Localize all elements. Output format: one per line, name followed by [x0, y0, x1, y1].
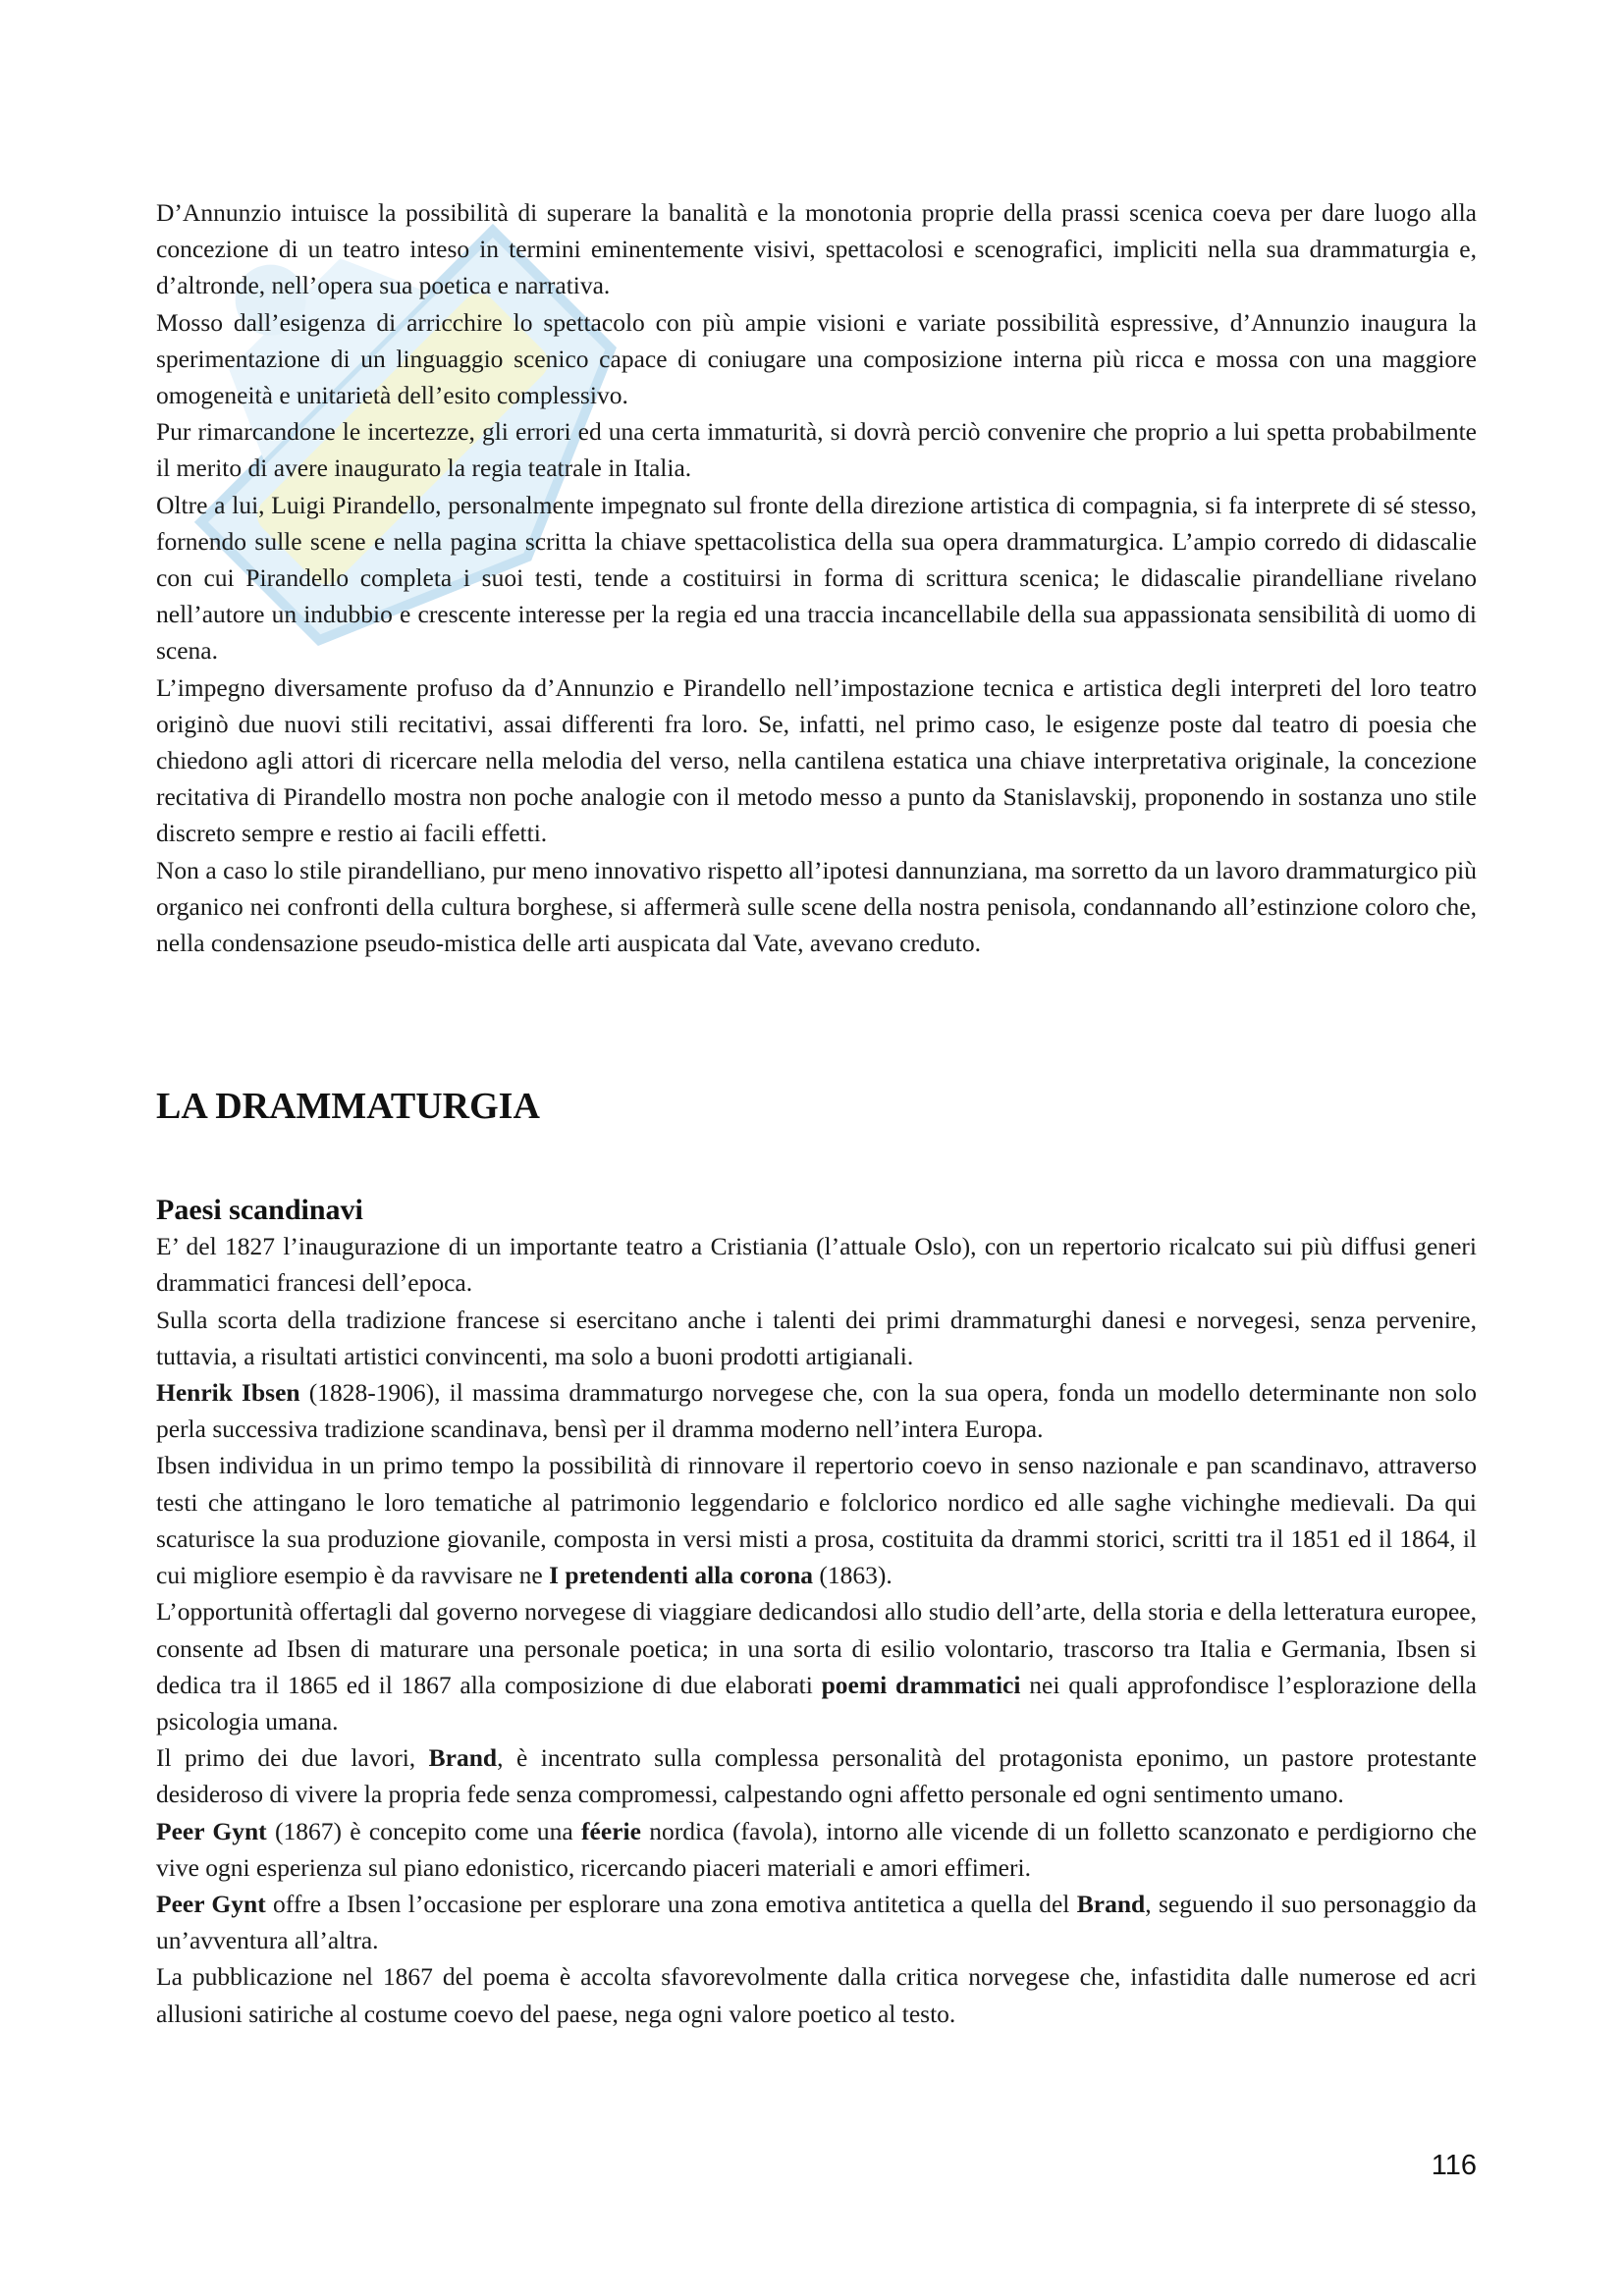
paragraph-text: Il primo dei due lavori, — [156, 1743, 429, 1773]
paragraph: L’impegno diversamente profuso da d’Annunzio e Pirandello nell’impostazione tecnica e artistica degli interpreti del loro teatro originò due nuovi stili recitativi, assai differenti fra loro. Se, infatti, nel primo caso, le esigenze poste dal teatro di poesia che chiedono agli attori di ricercare nella melodia del verso, nella cantilena estatica una chiave interpretativa originale, la concezione recitativa di Pirandello mostra non poche analogie con il metodo messo a punto da Stanislavskij, proponendo in sostanza uno stile discreto sempre e restio ai facili effetti. — [156, 672, 1477, 848]
bold-term: Peer Gynt — [156, 1816, 267, 1845]
paragraph-text: nordica (favola), intorno alle vicende di un folletto scanzonato e perdigiorno che vive ogni esperienza sul piano edonistico, ricercando piaceri materiali e amori effimeri. — [156, 1816, 1477, 1882]
paragraph-text: (1828-1906), il massima drammaturgo norvegese che, con la sua opera, fonda un modello determinante non solo perla successiva tradizione scandinava, bensì per il dramma moderno nell’intera Europa. — [156, 1378, 1477, 1444]
paragraph-text: , è incentrato sulla complessa personalità del protagonista eponimo, un pastore protestante desideroso di vivere la propria fede senza compromessi, calpestando ogni affetto personale ed ogni sentimento umano. — [156, 1743, 1477, 1809]
bold-term: poemi drammatici — [821, 1670, 1021, 1699]
paragraph-text: (1863). — [813, 1561, 893, 1590]
bold-term: I pretendenti alla corona — [549, 1561, 813, 1590]
page-number: 116 — [1431, 2150, 1477, 2181]
paragraph — [156, 1739, 1477, 1812]
paragraph-text: L’opportunità offertagli dal governo norvegese di viaggiare dedicandosi allo studio dell’arte, della storia e della letteratura europee, consente ad Ibsen di maturare una personale poetica; in una sorta di esilio volontario, trascorso tra Italia e Germania, Ibsen si dedica tra il 1865 ed il 1867 alla composizione di due elaborati — [156, 1597, 1477, 1699]
paragraph-text: (1867) è concepito come una — [266, 1816, 582, 1845]
paragraph: Non a caso lo stile pirandelliano, pur meno innovativo rispetto all’ipotesi dannunziana, ma sorretto da un lavoro drammaturgico più organico nei confronti della cultura borghese, si affermerà sulle scene della nostra penisola, condannando all’estinzione coloro che, nella condensazione pseudo-mistica delle arti auspicata dal Vate, avevano creduto. — [156, 855, 1477, 958]
paragraph: La pubblicazione nel 1867 del poema è accolta sfavorevolmente dalla critica norvegese che, infastidita dalle numerose ed acri allusioni satiriche al costume coevo del paese, nega ogni valore poetico al testo. — [156, 1962, 1477, 2028]
paragraph-text: Ibsen individua in un primo tempo la possibilità di rinnovare il repertorio coevo in senso nazionale e pan scandinavo, attraverso testi che attingano le loro tematiche al patrimonio leggendario e folclorico nordico ed alle saghe vichinghe medievali. Da qui scaturisce la sua produzione giovanile, composta in versi misti a prosa, costituita da drammi storici, scritti tra il 1851 ed il 1864, il cui migliore esempio è da ravvisare ne — [156, 1451, 1477, 1590]
paragraph: D’Annunzio intuisce la possibilità di superare la banalità e la monotonia proprie della prassi scenica coeva per dare luogo alla concezione di un teatro inteso in termini eminentemente visivi, spettacolosi e scenografici, impliciti nella sua drammaturgia e, d’altronde, nell’opera sua poetica e narrativa. — [156, 198, 1477, 300]
bold-term: Brand — [428, 1743, 498, 1773]
paragraph-text: , seguendo il suo personaggio da un’avventura all’altra. — [156, 1889, 1477, 1955]
document-body — [156, 194, 1477, 2032]
paragraph — [156, 1447, 1477, 1593]
paragraph: E’ del 1827 l’inaugurazione di un importante teatro a Cristiania (l’attuale Oslo), con un repertorio ricalcato sui più diffusi generi drammatici francesi dell’epoca. — [156, 1232, 1477, 1298]
bold-term: féerie — [581, 1816, 641, 1845]
paragraph — [156, 1886, 1477, 1958]
paragraph: Mosso dall’esigenza di arricchire lo spettacolo con più ampie visioni e variate possibilità espressive, d’Annunzio inaugura la sperimentazione di un linguaggio scenico capace di coniugare una composizione interna più ricca e mossa con una maggiore omogeneità e unitarietà dell’esito complessivo. — [156, 307, 1477, 410]
paragraph — [156, 1374, 1477, 1447]
paragraph-text: nei quali approfondisce l’esplorazione della psicologia umana. — [156, 1670, 1477, 1735]
paragraph — [156, 1593, 1477, 1739]
section-heading: LA DRAMMATURGIA — [156, 1086, 540, 1128]
bold-term: Brand — [1076, 1889, 1146, 1918]
subsection-heading: Paesi scandinavi — [156, 1194, 363, 1227]
paragraph — [156, 1813, 1477, 1886]
bold-term: Henrik Ibsen — [156, 1378, 300, 1408]
bold-term: Peer Gynt — [156, 1889, 266, 1918]
paragraph: Pur rimarcandone le incertezze, gli errori ed una certa immaturità, si dovrà perciò convenire che proprio a lui spetta probabilmente il merito di avere inaugurato la regia teatrale in Italia. — [156, 417, 1477, 483]
paragraph-text: offre a Ibsen l’occasione per esplorare una zona emotiva antitetica a quella del — [265, 1889, 1077, 1918]
paragraph: Oltre a lui, Luigi Pirandello, personalmente impegnato sul fronte della direzione artistica di compagnia, si fa interprete di sé stesso, fornendo sulle scene e nella pagina scritta la chiave spettacolistica della sua opera drammaturgica. L’ampio corredo di didascalie con cui Pirandello completa i suoi testi, tende a costituirsi in forma di scrittura scenica; le didascalie pirandelliane rivelano nell’autore un indubbio e crescente interesse per la regia ed una traccia incancellabile della sua appassionata sensibilità di uomo di scena. — [156, 490, 1477, 666]
paragraph: Sulla scorta della tradizione francese si esercitano anche i talenti dei primi drammaturghi danesi e norvegesi, senza pervenire, tuttavia, a risultati artistici convincenti, ma solo a buoni prodotti artigianali. — [156, 1305, 1477, 1370]
